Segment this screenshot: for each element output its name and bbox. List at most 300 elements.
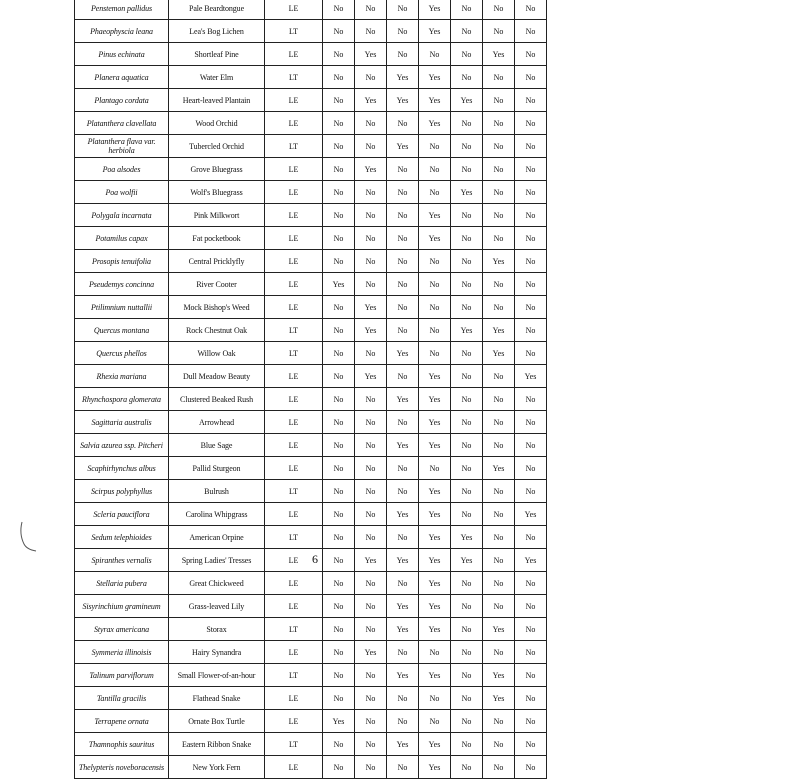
status-cell: LT <box>265 618 323 641</box>
presence-cell: No <box>483 526 515 549</box>
presence-cell: Yes <box>419 388 451 411</box>
presence-cell: No <box>451 595 483 618</box>
presence-cell: Yes <box>387 664 419 687</box>
presence-cell: No <box>419 687 451 710</box>
presence-cell: No <box>355 204 387 227</box>
presence-cell: No <box>515 733 547 756</box>
presence-cell: No <box>323 0 355 20</box>
table-row <box>75 43 547 66</box>
presence-cell: No <box>355 595 387 618</box>
presence-cell: Yes <box>419 756 451 779</box>
common-name-cell: Bulrush <box>169 480 265 503</box>
presence-cell: Yes <box>387 434 419 457</box>
presence-cell: Yes <box>451 319 483 342</box>
presence-cell: Yes <box>483 319 515 342</box>
scientific-name-cell: Poa alsodes <box>75 158 169 181</box>
presence-cell: No <box>483 89 515 112</box>
table-row <box>75 457 547 480</box>
presence-cell: No <box>323 733 355 756</box>
presence-cell: No <box>515 66 547 89</box>
scientific-name-cell: Potamilus capax <box>75 227 169 250</box>
presence-cell: Yes <box>355 549 387 572</box>
presence-cell: No <box>483 641 515 664</box>
presence-cell: No <box>323 687 355 710</box>
presence-cell: No <box>419 158 451 181</box>
presence-cell: No <box>515 158 547 181</box>
presence-cell: No <box>515 342 547 365</box>
presence-cell: No <box>451 43 483 66</box>
presence-cell: No <box>387 365 419 388</box>
presence-cell: No <box>323 342 355 365</box>
presence-cell: No <box>387 572 419 595</box>
table-row <box>75 135 547 158</box>
presence-cell: No <box>387 756 419 779</box>
presence-cell: No <box>515 20 547 43</box>
status-cell: LE <box>265 549 323 572</box>
table-row <box>75 549 547 572</box>
presence-cell: No <box>451 756 483 779</box>
presence-cell: No <box>355 618 387 641</box>
presence-cell: No <box>451 227 483 250</box>
status-cell: LT <box>265 342 323 365</box>
presence-cell: Yes <box>387 89 419 112</box>
presence-cell: No <box>451 457 483 480</box>
presence-cell: Yes <box>323 710 355 733</box>
presence-cell: Yes <box>419 480 451 503</box>
status-cell: LT <box>265 526 323 549</box>
common-name-cell: Storax <box>169 618 265 641</box>
presence-cell: No <box>387 457 419 480</box>
common-name-cell: Carolina Whipgrass <box>169 503 265 526</box>
table-row <box>75 227 547 250</box>
presence-cell: Yes <box>515 503 547 526</box>
scientific-name-cell: Plantago cordata <box>75 89 169 112</box>
presence-cell: No <box>355 756 387 779</box>
table-row <box>75 204 547 227</box>
scan-artifact-mark <box>16 520 46 556</box>
presence-cell: Yes <box>451 89 483 112</box>
presence-cell: No <box>355 273 387 296</box>
presence-cell: No <box>323 135 355 158</box>
presence-cell: No <box>515 526 547 549</box>
presence-cell: No <box>323 411 355 434</box>
presence-cell: Yes <box>419 434 451 457</box>
presence-cell: No <box>451 112 483 135</box>
presence-cell: No <box>515 388 547 411</box>
common-name-cell: Rock Chestnut Oak <box>169 319 265 342</box>
scientific-name-cell: Tantilla gracilis <box>75 687 169 710</box>
status-cell: LE <box>265 687 323 710</box>
status-cell: LT <box>265 319 323 342</box>
common-name-cell: Wolf's Bluegrass <box>169 181 265 204</box>
presence-cell: No <box>323 756 355 779</box>
scientific-name-cell: Pinus echinata <box>75 43 169 66</box>
scientific-name-cell: Pseudemys concinna <box>75 273 169 296</box>
table-row <box>75 66 547 89</box>
table-row <box>75 526 547 549</box>
presence-cell: No <box>515 480 547 503</box>
scientific-name-cell: Scleria pauciflora <box>75 503 169 526</box>
table-row <box>75 687 547 710</box>
presence-cell: No <box>451 641 483 664</box>
presence-cell: Yes <box>483 664 515 687</box>
presence-cell: No <box>387 43 419 66</box>
common-name-cell: Small Flower-of-an-hour <box>169 664 265 687</box>
status-cell: LE <box>265 457 323 480</box>
common-name-cell: New York Fern <box>169 756 265 779</box>
presence-cell: No <box>483 503 515 526</box>
common-name-cell: Dull Meadow Beauty <box>169 365 265 388</box>
status-cell: LE <box>265 273 323 296</box>
presence-cell: No <box>515 250 547 273</box>
presence-cell: No <box>323 20 355 43</box>
presence-cell: No <box>323 365 355 388</box>
scientific-name-cell: Scirpus polyphyllus <box>75 480 169 503</box>
presence-cell: No <box>483 411 515 434</box>
presence-cell: No <box>419 296 451 319</box>
scientific-name-cell: Platanthera flava var. herbiola <box>75 135 169 158</box>
status-cell: LE <box>265 296 323 319</box>
table-row <box>75 158 547 181</box>
presence-cell: No <box>515 135 547 158</box>
status-cell: LE <box>265 158 323 181</box>
species-table <box>74 0 547 779</box>
presence-cell: Yes <box>419 66 451 89</box>
status-cell: LE <box>265 388 323 411</box>
table-row <box>75 756 547 779</box>
presence-cell: No <box>355 227 387 250</box>
status-cell: LE <box>265 89 323 112</box>
common-name-cell: Arrowhead <box>169 411 265 434</box>
presence-cell: No <box>483 710 515 733</box>
presence-cell: No <box>483 296 515 319</box>
presence-cell: Yes <box>419 227 451 250</box>
presence-cell: No <box>387 526 419 549</box>
scientific-name-cell: Phaeophyscia leana <box>75 20 169 43</box>
presence-cell: No <box>323 181 355 204</box>
scientific-name-cell: Sagittaria australis <box>75 411 169 434</box>
common-name-cell: Ornate Box Turtle <box>169 710 265 733</box>
common-name-cell: Grass-leaved Lily <box>169 595 265 618</box>
presence-cell: No <box>451 158 483 181</box>
presence-cell: No <box>451 135 483 158</box>
presence-cell: No <box>515 618 547 641</box>
presence-cell: Yes <box>419 112 451 135</box>
common-name-cell: Clustered Beaked Rush <box>169 388 265 411</box>
presence-cell: No <box>387 296 419 319</box>
presence-cell: No <box>483 595 515 618</box>
presence-cell: Yes <box>451 181 483 204</box>
common-name-cell: Blue Sage <box>169 434 265 457</box>
presence-cell: Yes <box>483 250 515 273</box>
presence-cell: No <box>323 227 355 250</box>
page-number: 6 <box>312 552 318 566</box>
presence-cell: No <box>419 710 451 733</box>
presence-cell: No <box>323 434 355 457</box>
presence-cell: No <box>387 641 419 664</box>
scientific-name-cell: Talinum parviflorum <box>75 664 169 687</box>
status-cell: LE <box>265 227 323 250</box>
presence-cell: No <box>355 526 387 549</box>
presence-cell: No <box>323 549 355 572</box>
common-name-cell: Pallid Sturgeon <box>169 457 265 480</box>
presence-cell: No <box>515 273 547 296</box>
presence-cell: No <box>515 687 547 710</box>
presence-cell: Yes <box>419 572 451 595</box>
status-cell: LT <box>265 66 323 89</box>
presence-cell: Yes <box>355 365 387 388</box>
presence-cell: No <box>323 250 355 273</box>
presence-cell: No <box>355 388 387 411</box>
presence-cell: No <box>515 319 547 342</box>
presence-cell: Yes <box>451 549 483 572</box>
presence-cell: No <box>387 319 419 342</box>
status-cell: LT <box>265 20 323 43</box>
presence-cell: No <box>515 112 547 135</box>
presence-cell: Yes <box>483 457 515 480</box>
table-row <box>75 641 547 664</box>
presence-cell: No <box>451 273 483 296</box>
common-name-cell: Mock Bishop's Weed <box>169 296 265 319</box>
presence-cell: Yes <box>323 273 355 296</box>
presence-cell: No <box>483 365 515 388</box>
scientific-name-cell: Terrapene ornata <box>75 710 169 733</box>
presence-cell: No <box>387 227 419 250</box>
presence-cell: No <box>451 572 483 595</box>
presence-cell: No <box>419 319 451 342</box>
status-cell: LE <box>265 503 323 526</box>
presence-cell: Yes <box>387 342 419 365</box>
presence-cell: No <box>355 434 387 457</box>
presence-cell: No <box>323 480 355 503</box>
status-cell: LE <box>265 112 323 135</box>
status-cell: LE <box>265 181 323 204</box>
status-cell: LT <box>265 135 323 158</box>
presence-cell: No <box>419 181 451 204</box>
presence-cell: No <box>483 158 515 181</box>
presence-cell: No <box>483 549 515 572</box>
presence-cell: No <box>483 112 515 135</box>
presence-cell: Yes <box>483 618 515 641</box>
scientific-name-cell: Planera aquatica <box>75 66 169 89</box>
presence-cell: Yes <box>355 89 387 112</box>
presence-cell: Yes <box>387 618 419 641</box>
presence-cell: No <box>451 296 483 319</box>
presence-cell: No <box>323 296 355 319</box>
scientific-name-cell: Rhynchospora glomerata <box>75 388 169 411</box>
presence-cell: No <box>355 411 387 434</box>
presence-cell: Yes <box>515 365 547 388</box>
presence-cell: No <box>451 480 483 503</box>
scientific-name-cell: Quercus montana <box>75 319 169 342</box>
presence-cell: No <box>483 756 515 779</box>
common-name-cell: Hairy Synandra <box>169 641 265 664</box>
presence-cell: No <box>323 664 355 687</box>
presence-cell: No <box>483 181 515 204</box>
table-row <box>75 89 547 112</box>
status-cell: LE <box>265 595 323 618</box>
presence-cell: Yes <box>483 342 515 365</box>
presence-cell: No <box>515 756 547 779</box>
common-name-cell: Wood Orchid <box>169 112 265 135</box>
table-row <box>75 273 547 296</box>
status-cell: LE <box>265 756 323 779</box>
common-name-cell: Pale Beardtongue <box>169 0 265 20</box>
presence-cell: No <box>483 388 515 411</box>
table-row <box>75 342 547 365</box>
presence-cell: No <box>355 664 387 687</box>
scientific-name-cell: Poa wolfii <box>75 181 169 204</box>
common-name-cell: Central Pricklyfly <box>169 250 265 273</box>
presence-cell: No <box>323 595 355 618</box>
presence-cell: No <box>419 135 451 158</box>
scientific-name-cell: Salvia azurea ssp. Pitcheri <box>75 434 169 457</box>
presence-cell: No <box>515 595 547 618</box>
table-row <box>75 411 547 434</box>
presence-cell: No <box>451 664 483 687</box>
presence-cell: No <box>323 641 355 664</box>
status-cell: LT <box>265 733 323 756</box>
presence-cell: Yes <box>419 733 451 756</box>
presence-cell: No <box>451 20 483 43</box>
presence-cell: No <box>387 687 419 710</box>
common-name-cell: Lea's Bog Lichen <box>169 20 265 43</box>
presence-cell: Yes <box>419 618 451 641</box>
presence-cell: Yes <box>483 687 515 710</box>
status-cell: LE <box>265 434 323 457</box>
presence-cell: Yes <box>387 549 419 572</box>
table-row <box>75 20 547 43</box>
status-cell: LE <box>265 365 323 388</box>
presence-cell: Yes <box>483 43 515 66</box>
common-name-cell: Shortleaf Pine <box>169 43 265 66</box>
presence-cell: No <box>387 710 419 733</box>
presence-cell: No <box>355 20 387 43</box>
common-name-cell: Spring Ladies' Tresses <box>169 549 265 572</box>
presence-cell: No <box>419 457 451 480</box>
presence-cell: No <box>323 204 355 227</box>
presence-cell: No <box>355 181 387 204</box>
presence-cell: No <box>451 204 483 227</box>
scientific-name-cell: Symmeria illinoisis <box>75 641 169 664</box>
presence-cell: No <box>323 43 355 66</box>
presence-cell: No <box>323 618 355 641</box>
presence-cell: Yes <box>387 733 419 756</box>
presence-cell: No <box>323 319 355 342</box>
presence-cell: No <box>483 135 515 158</box>
common-name-cell: Water Elm <box>169 66 265 89</box>
presence-cell: No <box>483 0 515 20</box>
presence-cell: No <box>451 687 483 710</box>
scientific-name-cell: Penstemon pallidus <box>75 0 169 20</box>
scientific-name-cell: Prosopis tenuifolia <box>75 250 169 273</box>
presence-cell: Yes <box>355 296 387 319</box>
presence-cell: No <box>515 641 547 664</box>
table-row <box>75 480 547 503</box>
presence-cell: No <box>515 181 547 204</box>
status-cell: LE <box>265 572 323 595</box>
presence-cell: No <box>483 434 515 457</box>
status-cell: LT <box>265 480 323 503</box>
presence-cell: No <box>323 526 355 549</box>
presence-cell: Yes <box>387 66 419 89</box>
presence-cell: Yes <box>355 319 387 342</box>
presence-cell: No <box>387 250 419 273</box>
presence-cell: No <box>483 66 515 89</box>
table-row <box>75 733 547 756</box>
table-row <box>75 250 547 273</box>
presence-cell: No <box>355 135 387 158</box>
presence-cell: No <box>483 227 515 250</box>
presence-cell: No <box>323 158 355 181</box>
scientific-name-cell: Ptilimnium nuttallii <box>75 296 169 319</box>
presence-cell: No <box>451 733 483 756</box>
presence-cell: Yes <box>387 388 419 411</box>
common-name-cell: Pink Milkwort <box>169 204 265 227</box>
scientific-name-cell: Stellaria pubera <box>75 572 169 595</box>
table-row <box>75 296 547 319</box>
common-name-cell: Great Chickweed <box>169 572 265 595</box>
presence-cell: No <box>387 112 419 135</box>
table-row <box>75 572 547 595</box>
scientific-name-cell: Quercus phellos <box>75 342 169 365</box>
presence-cell: No <box>387 480 419 503</box>
scientific-name-cell: Sedum telephioides <box>75 526 169 549</box>
presence-cell: No <box>483 572 515 595</box>
presence-cell: No <box>515 296 547 319</box>
table-row <box>75 365 547 388</box>
presence-cell: Yes <box>419 89 451 112</box>
presence-cell: Yes <box>419 549 451 572</box>
presence-cell: Yes <box>355 43 387 66</box>
presence-cell: No <box>451 411 483 434</box>
presence-cell: No <box>323 572 355 595</box>
scientific-name-cell: Spiranthes vernalis <box>75 549 169 572</box>
presence-cell: Yes <box>419 204 451 227</box>
presence-cell: No <box>451 342 483 365</box>
common-name-cell: Tubercled Orchid <box>169 135 265 158</box>
presence-cell: No <box>355 250 387 273</box>
table-row <box>75 319 547 342</box>
status-cell: LT <box>265 664 323 687</box>
scientific-name-cell: Rhexia mariana <box>75 365 169 388</box>
presence-cell: No <box>355 342 387 365</box>
presence-cell: No <box>355 687 387 710</box>
presence-cell: No <box>515 457 547 480</box>
presence-cell: Yes <box>387 595 419 618</box>
presence-cell: No <box>419 43 451 66</box>
common-name-cell: Willow Oak <box>169 342 265 365</box>
common-name-cell: Fat pocketbook <box>169 227 265 250</box>
presence-cell: No <box>451 388 483 411</box>
common-name-cell: American Orpine <box>169 526 265 549</box>
presence-cell: Yes <box>515 549 547 572</box>
presence-cell: No <box>515 0 547 20</box>
presence-cell: No <box>483 273 515 296</box>
presence-cell: No <box>515 411 547 434</box>
presence-cell: No <box>515 204 547 227</box>
table-row <box>75 710 547 733</box>
scientific-name-cell: Thelypteris noveboracensis <box>75 756 169 779</box>
scientific-name-cell: Sisyrinchium gramineum <box>75 595 169 618</box>
presence-cell: No <box>451 66 483 89</box>
table-row <box>75 388 547 411</box>
presence-cell: No <box>387 273 419 296</box>
status-cell: LE <box>265 43 323 66</box>
presence-cell: No <box>515 434 547 457</box>
presence-cell: No <box>419 342 451 365</box>
presence-cell: No <box>451 710 483 733</box>
